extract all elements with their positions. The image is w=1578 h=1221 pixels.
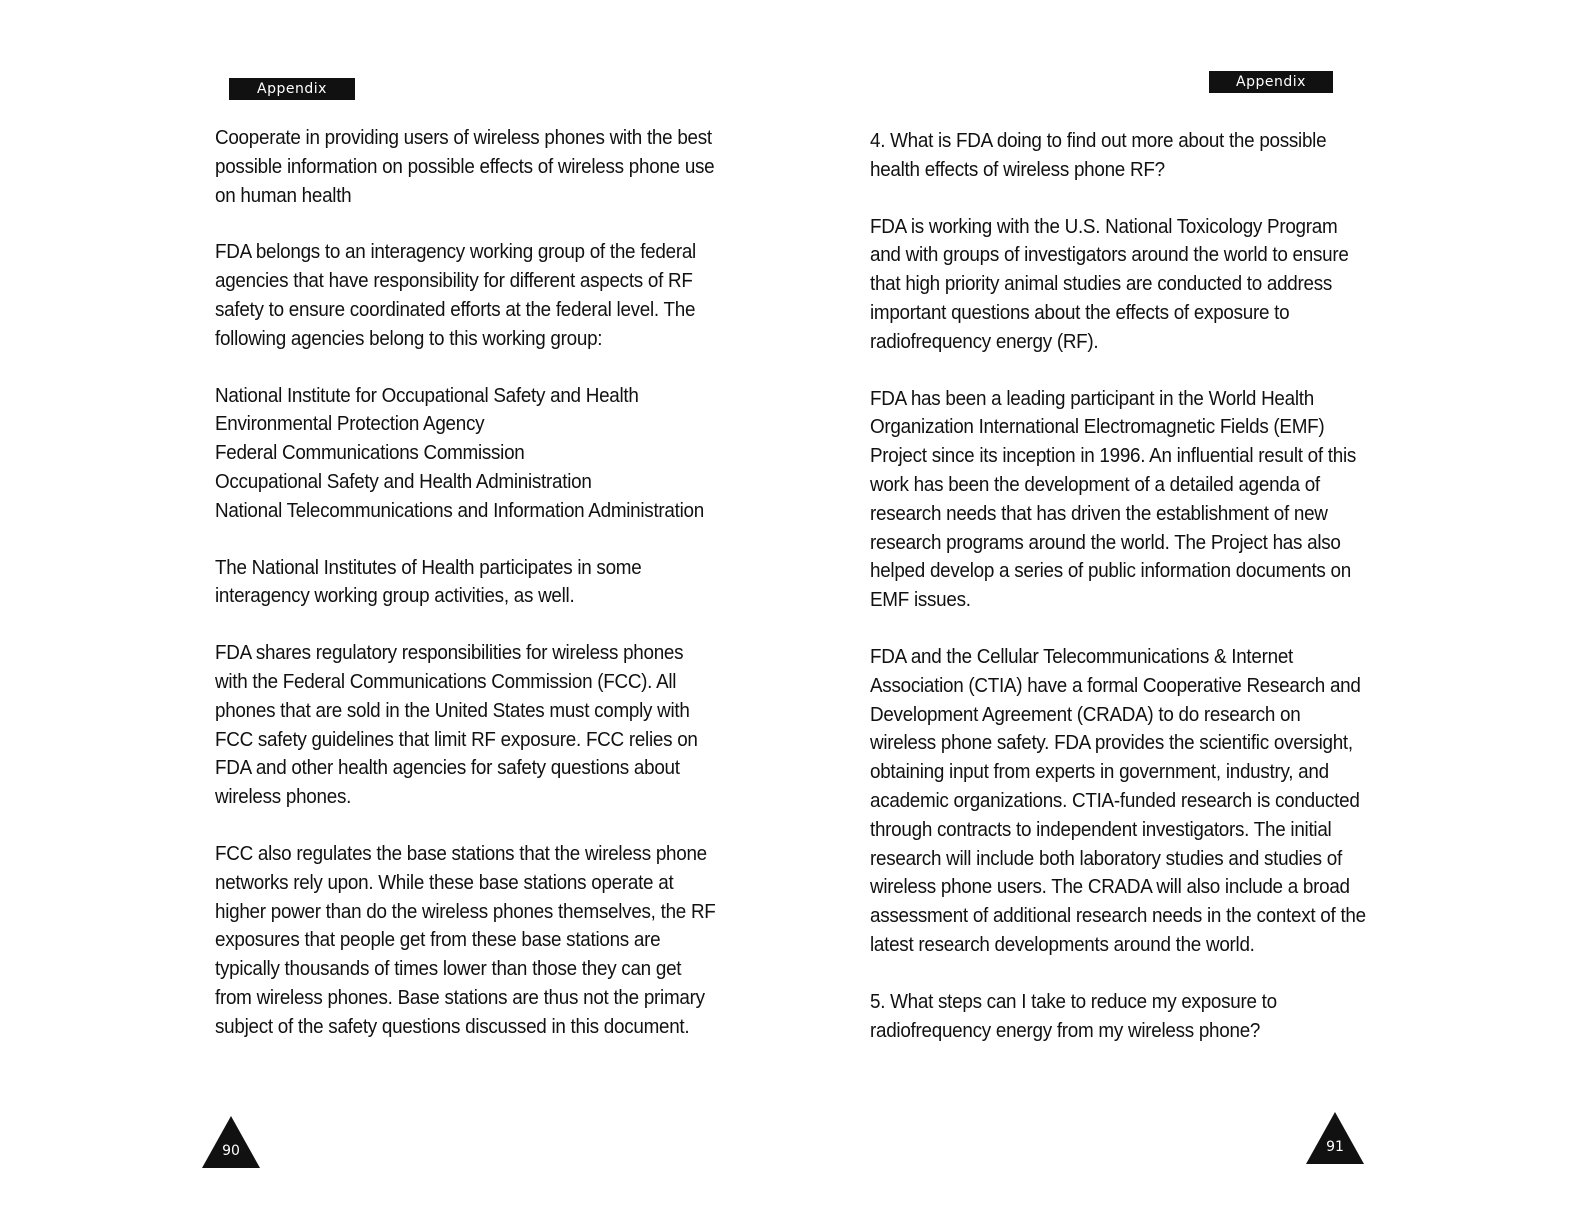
agency-list-item: Federal Communications Commission: [215, 441, 525, 465]
agency-list-item: National Telecommunications and Information Administration: [215, 498, 704, 522]
paragraph: FDA and the Cellular Telecommunications & Internet Association (CTIA) have a formal Cooperative Research and Development Agreement (CRADA) to do research on wireless phone safety. FDA provides the scientific oversight, obtaining input from experts in government, industry, and academic organizations. CTIA-funded research is conducted through contracts to independent investigators. The initial research will include both laboratory studies and studies of wireless phone users. The CRADA will also include a broad assessment of additional research needs in the context of the latest research developments around the world.: [870, 644, 1366, 956]
paragraph: FDA belongs to an interagency working group of the federal agencies that have responsibility for different aspects of RF safety to ensure coordinated efforts at the federal level. The following agencies belong to this working group:: [215, 240, 696, 350]
page-number-triangle-icon: [202, 1116, 260, 1168]
agency-list-item: Occupational Safety and Health Administration: [215, 469, 592, 493]
left-text-column: [215, 124, 716, 1070]
appendix-header-tab: Appendix: [1209, 71, 1333, 93]
paragraph: The National Institutes of Health participates in some interagency working group activities, as well.: [215, 555, 642, 608]
page-number-triangle-icon: [1306, 1112, 1364, 1164]
right-text-column: [870, 127, 1367, 1073]
paragraph: Cooperate in providing users of wireless phones with the best possible information on possible effects of wireless phone use on human health: [215, 126, 715, 207]
question-heading: 4. What is FDA doing to find out more about the possible health effects of wireless phone RF?: [870, 129, 1327, 181]
page-number: 91: [1326, 1139, 1344, 1155]
page-number: 90: [222, 1143, 240, 1159]
agency-list: [215, 382, 716, 526]
paragraph: FDA shares regulatory responsibilities for wireless phones with the Federal Communications Commission (FCC). All phones that are sold in the United States must comply with FCC safety guidelines that limit RF exposure. FCC relies on FDA and other health agencies for safety questions about wireless phones.: [215, 641, 698, 809]
question-heading: 5. What steps can I take to reduce my exposure to radiofrequency energy from my wireless phone?: [870, 989, 1277, 1042]
paragraph: FDA has been a leading participant in the World Health Organization International Electromagnetic Fields (EMF) Project since its inception in 1996. An influential result of this work has been the development of a detailed agenda of research needs that has driven the establishment of new research programs around the world. The Project has also helped develop a series of public information documents on EMF issues.: [870, 386, 1357, 612]
right-page: [789, 0, 1578, 1221]
paragraph: FDA is working with the U.S. National Toxicology Program and with groups of investigators around the world to ensure that high priority animal studies are conducted to address important questions about the effects of exposure to radiofrequency energy (RF).: [870, 214, 1349, 353]
paragraph: FCC also regulates the base stations that the wireless phone networks rely upon. While these base stations operate at higher power than do the wireless phones themselves, the RF exposures that people get from these base stations are typically thousands of times lower than those they can get from wireless phones. Base stations are thus not the primary subject of the safety questions discussed in this document.: [215, 841, 716, 1038]
appendix-header-tab: Appendix: [229, 78, 355, 100]
agency-list-item: Environmental Protection Agency: [215, 412, 485, 436]
agency-list-item: National Institute for Occupational Safety and Health: [215, 383, 639, 407]
